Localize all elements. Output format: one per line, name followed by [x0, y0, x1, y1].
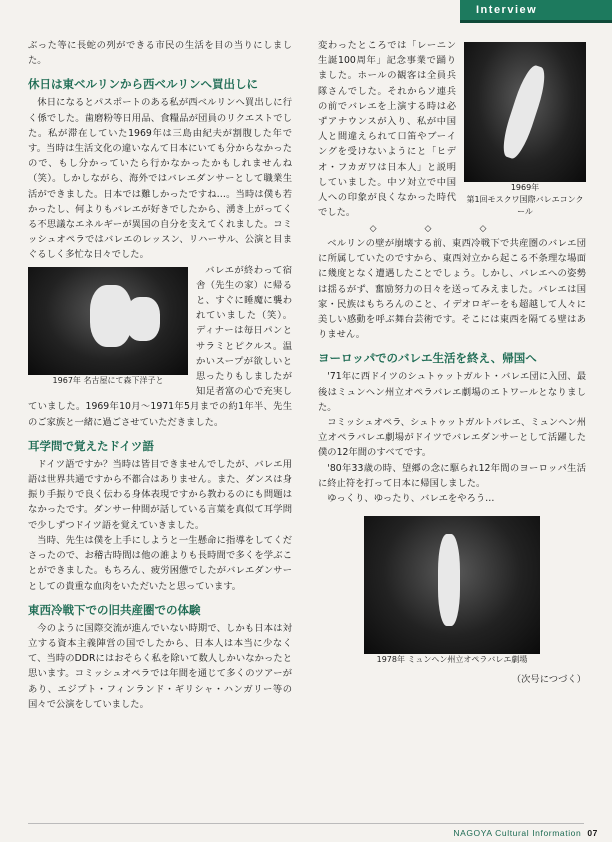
german-paragraph-1: ドイツ語ですか？当時は皆目できませんでしたが、バレエ用語は世界共通ですから不都合はありません。また、ダンスは身振り手振りで良く伝わる身体表現ですから教わるのにも問題はなかったです。ダンサー仲間が話している言葉を真似て耳学問で少しずつドイツ語を覚えていきました。: [28, 458, 292, 531]
section-tab: Interview: [460, 0, 612, 20]
heading-return: ヨーロッパでのバレエ生活を終え、帰国へ: [318, 351, 537, 366]
section-tab-bar: [460, 20, 612, 23]
dancer-silhouette: [498, 63, 550, 162]
left-column: [28, 38, 292, 712]
return-paragraph-2: コミッシュオペラ、シュトゥットガルトバレエ、ミュンヘン州立オペラバレエ劇場がドイツでバレエダンサーとして活躍した僕の12年間のすべてです。: [318, 417, 586, 459]
heading-coldwar: 東西冷戦下での旧共産圏での体験: [28, 602, 201, 617]
photo-1978-caption: 1978年 ミュンヘン州立オペラバレエ劇場: [376, 655, 528, 665]
photo-1978: [364, 516, 540, 654]
return-paragraph-1: '71年に西ドイツのシュトゥットガルト・バレエ団に入団、最後はミュンヘン州立オペラバレエ劇場のエトワールとなりました。: [318, 371, 586, 413]
right-column: [318, 38, 586, 687]
photo-1969-caption-event: 第1回モスクワ国際バレエコンクール: [466, 195, 584, 216]
wall-paragraph: ベルリンの壁が崩壊する前、東西冷戦下で共産圏のバレエ団に所属していたのですから、東西対立から起こる不条理な場面に幾度となく遭遇したことでしょう。しかし、バレエへの姿勢は揺るがず、奮励努力の日々を送ってみえました。バレエは国家・民族はもちろんのこと、イデオロギーをも超越して人々に美しい感動を呼ぶ舞台芸術です。そこには東西を隔てる壁はありません。: [318, 238, 586, 341]
holiday-paragraph-2: バレエが終わって宿舎（先生の家）に帰ると、すぐに睡魔に襲われていました（笑）。ディナーは毎日パンとサラミとピクルス。温かいスープが欲しいと思ったりもしましたが知足者富の心で充実していました。1969年10月～1971年5月までの約1年半、先生のご家族と一緒に過ごさせていただきました。: [28, 264, 292, 428]
holiday-paragraph-1: 休日になるとパスポートのある私が西ベルリンへ買出しに行く係でした。歯磨粉等日用品、食糧品が団員のリクエストでした。私が滞在していた1969年は三島由紀夫が割腹した年です。当時は生活文化の違いなんて日本にいても分からなかったので、もし分かっていたら行かなかったかもしれませんね（笑）。しかしながら、海外ではバレエダンサーとして職業生活ができました。日本では難しかったですね…。当時は僕も若かったし、何よりもバレエが好きでしたから、湧き上がってくる不思議なエネルギーが異国の自分を支えてくれました。コミッシュオペラではバレエのレッスン、リハーサル、公演と目まぐるしく多忙な日々でした。: [28, 97, 292, 261]
photo-1967-figure: [28, 267, 188, 387]
photo-1969-figure: [464, 42, 586, 218]
photo-1969: [464, 42, 586, 182]
dancer-silhouette: [126, 297, 160, 341]
heading-holiday: 休日は東ベルリンから西ベルリンへ買出しに: [28, 77, 258, 92]
footer-rule: [28, 823, 584, 824]
continued-next-issue: （次号につづく）: [511, 674, 586, 686]
continued-paragraph: 変わったところでは「レーニン生誕100周年」記念事業で踊りました。ホールの観客は全員兵隊さんでした。それからソ連兵の前でバレエを上演する時は必ずアナウンスが入り、私が中国人と間違えられて口笛やブーイングを受けないようにと「ヒデオ・フカガワは日本人」と説明していました。中ソ対立で中国人への印象が良くなかった時代でした。: [318, 40, 456, 219]
photo-1969-caption-year: 1969年: [510, 183, 540, 192]
heading-german: 耳学問で覚えたドイツ語: [28, 438, 154, 453]
section-divider: ◇◇◇: [369, 224, 535, 234]
photo-1967-caption: 1967年 名古屋にて森下洋子と: [52, 375, 164, 385]
photo-1978-figure: [364, 516, 540, 666]
footer-publication: NAGOYA Cultural Information: [453, 828, 582, 838]
return-paragraph-4: ゆっくり、ゆったり、バレエをやろう…: [327, 493, 495, 505]
coldwar-paragraph: 今のように国際交流が進んでいない時期で、しかも日本は対立する資本主義陣営の国でしたから、日本人は本当に少なくて、当時のDDRにはおそらく私を除いて数人しかいなかったと思います。コミッシュオペラでは年間を通じて多くのツアーがあり、エジプト・フィンランド・ギリシャ・ハンガリー等の国々で公演をしていました。: [28, 622, 292, 710]
footer: [453, 828, 598, 838]
photo-1967: [28, 267, 188, 375]
intro-paragraph: ぶった等に長蛇の列ができる市民の生活を目の当りにしました。: [28, 40, 292, 67]
dancer-silhouette: [438, 534, 460, 626]
german-paragraph-2: 当時、先生は僕を上手にしようと一生懸命に指導をしてくださったので、お稽古時間は他の誰よりも長時間で多くを学ぶことができました。もちろん、疲労困憊でしたがバレエダンサーとしての貴重な血肉をいただいたと思っています。: [28, 534, 292, 592]
return-paragraph-3: '80年33歳の時、望郷の念に駆られ12年間のヨーロッパ生活に終止符を打って日本に帰国しました。: [318, 462, 586, 489]
page-number: 07: [587, 828, 598, 838]
